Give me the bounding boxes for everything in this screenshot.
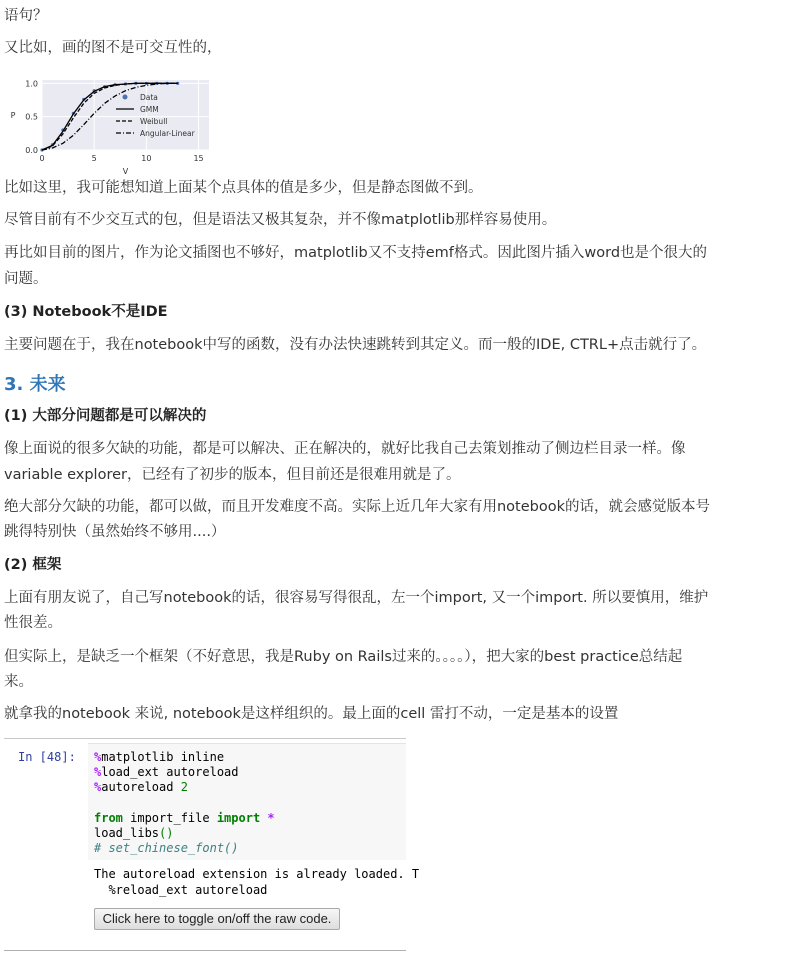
- code-text: matplotlib inline: [101, 750, 225, 764]
- legend-marker: [123, 95, 128, 100]
- x-tick-label: 15: [193, 154, 204, 163]
- paragraph-rails-line2: 来。: [4, 674, 33, 690]
- paragraph-messy-line2: 性很差。: [4, 615, 62, 631]
- code-text: load_libs: [94, 826, 160, 840]
- y-tick-label: 1.0: [25, 79, 38, 89]
- x-tick-label: 5: [91, 154, 97, 163]
- paragraph-emf-line1: 再比如目前的图片，作为论文插图也不够好，matplotlib又不支持emf格式。因此图片插入word也是个很大的: [4, 245, 708, 261]
- code-number: 2: [180, 780, 188, 794]
- magic-symbol: %: [94, 780, 102, 794]
- code-text: import_file: [122, 811, 217, 825]
- x-tick-label: 10: [141, 154, 152, 163]
- cell-bottom-divider: [4, 950, 406, 951]
- paragraph-solvable-line1: 像上面说的很多欠缺的功能，都是可以解决、正在解决的，就好比我自己去策划推动了侧边栏目录一样。像: [4, 441, 686, 457]
- code-text: autoreload: [101, 780, 181, 794]
- code-text: load_ext autoreload: [101, 765, 239, 779]
- paragraph-difficulty-line2: 跳得特别快（虽然始终不够用....）: [4, 524, 226, 540]
- paragraph-jump-definition: 主要问题在于，我在notebook中写的函数，没有办法快速跳转到其定义。而一般的IDE, CTRL+点击就行了。: [4, 337, 707, 353]
- cell-prompt: In [48]:: [18, 750, 76, 764]
- code-line: [94, 765, 239, 780]
- magic-symbol: %: [94, 765, 102, 779]
- paragraph-emf-line2: 问题。: [4, 271, 48, 287]
- paragraph-solvable-line2: variable explorer，已经有了初步的版本，但目前还是很难用就是了。: [4, 467, 461, 483]
- legend-label: Angular-Linear: [140, 129, 195, 138]
- code-input-area[interactable]: [88, 743, 406, 860]
- keyword-from: from: [94, 811, 123, 825]
- y-axis-label: P: [10, 111, 16, 120]
- keyword-import: import: [216, 811, 261, 825]
- paragraph-interactive-packages: 尽管目前有不少交互式的包，但是语法又极其复杂，并不像matplotlib那样容易使用。: [4, 212, 557, 228]
- legend-label: Weibull: [140, 117, 168, 126]
- output-text-line1: The autoreload extension is already loaded. T: [94, 867, 420, 881]
- paragraph-messy-line1: 上面有朋友说了，自己写notebook的话，很容易写得很乱，左一个import, 又一个import. 所以要慎用，维护: [4, 590, 709, 606]
- heading-future: 3. 未来: [4, 374, 66, 395]
- code-line: [94, 750, 224, 765]
- paragraph-rails-line1: 但实际上，是缺乏一个框架（不好意思，我是Ruby on Rails过来的。。。。），把大家的best practice总结起: [4, 649, 683, 665]
- heading-notebook-not-ide: (3) Notebook不是IDE: [4, 304, 168, 320]
- paragraph-static-figure: 比如这里，我可能想知道上面某个点具体的值是多少，但是静态图做不到。: [4, 180, 483, 196]
- code-line: [94, 841, 239, 856]
- output-text-line2: %reload_ext autoreload: [94, 883, 268, 897]
- legend-label: Data: [140, 93, 158, 102]
- y-tick-label: 0.5: [25, 112, 38, 122]
- heading-framework: (2) 框架: [4, 557, 62, 573]
- x-tick-label: 0: [39, 154, 45, 163]
- toggle-raw-code-button[interactable]: Click here to toggle on/off the raw code.: [94, 908, 340, 930]
- paragraph-not-interactive: 又比如，画的图不是可交互性的，: [4, 40, 222, 56]
- cell-top-divider: [4, 738, 406, 739]
- paragraph-question: 语句？: [4, 8, 48, 24]
- magic-symbol: %: [94, 750, 102, 764]
- code-operator: *: [260, 811, 275, 825]
- code-line: [94, 811, 275, 826]
- legend-label: GMM: [140, 105, 159, 114]
- code-line: [94, 780, 188, 795]
- code-paren: (): [159, 826, 174, 840]
- code-comment: # set_chinese_font(): [94, 841, 239, 855]
- cdf-figure: [4, 70, 214, 176]
- x-axis-label: V: [122, 167, 129, 176]
- cdf-chart: [4, 70, 214, 176]
- y-tick-label: 0.0: [25, 146, 38, 155]
- code-line: [94, 826, 173, 841]
- paragraph-notebook-organization: 就拿我的notebook 来说, notebook是这样组织的。最上面的cell 雷打不动，一定是基本的设置: [4, 706, 619, 722]
- paragraph-difficulty-line1: 绝大部分欠缺的功能，都可以做，而且开发难度不高。实际上近几年大家有用notebook的话，就会感觉版本号: [4, 499, 711, 515]
- heading-solvable: (1) 大部分问题都是可以解决的: [4, 408, 207, 424]
